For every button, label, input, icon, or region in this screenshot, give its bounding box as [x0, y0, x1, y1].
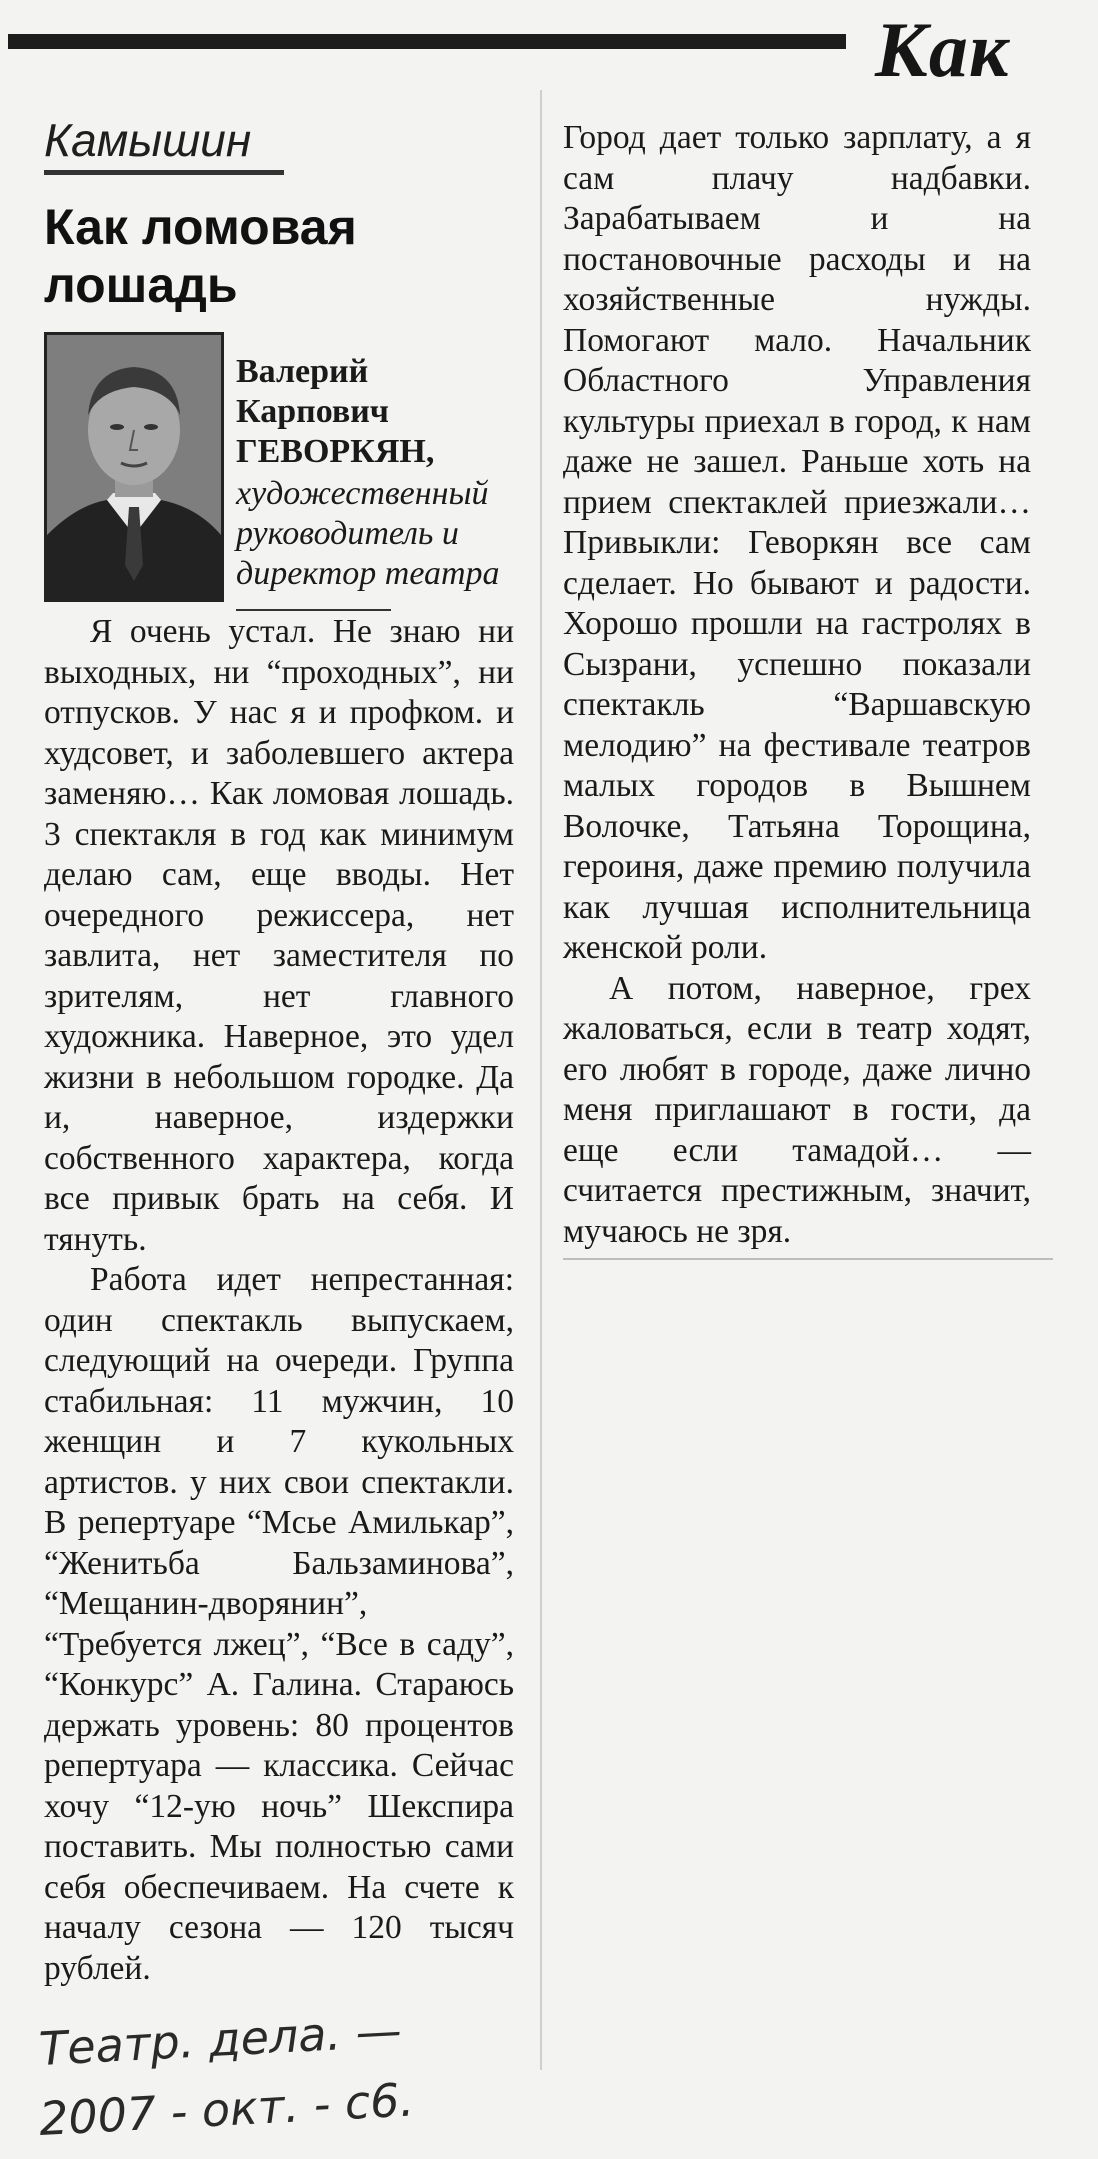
article-headline: Как ломовая лошадь: [44, 199, 357, 313]
handwritten-note-line1: Театр. дела. —: [37, 2010, 403, 2076]
author-photo: [44, 332, 224, 602]
portrait-photo-icon: [47, 335, 221, 599]
author-byline: [236, 352, 516, 594]
section-header-word: Как: [875, 6, 1010, 93]
paragraph: Город дает только зарплату, а я сам плачу надбавки. Зарабатываем и на постановочные расходы и на хозяйственные нужды. Помогают мало. Начальник Областного Управления культуры приехал в город, к нам даже не зашел. Раньше хоть на прием спектаклей приезжали… Привыкли: Геворкян все сам сделает. Но бывают и радости. Хорошо прошли на гастролях в Сызрани, успешно показали спектакль “Варшавскую мелодию” на фестивале театров малых городов в Вышнем Волочке, Татьяна Торощина, героиня, даже премию получила как лучшая исполнительница женской роли.: [563, 119, 1031, 966]
article-column-left: [44, 612, 514, 1989]
author-name: Валерий Карпович ГЕВОРКЯН,: [236, 353, 435, 470]
column-divider: [540, 90, 542, 2070]
handwritten-note: [30, 2010, 550, 2150]
paragraph: Работа идет непрестанная: один спектакль выпускаем, следующий на очереди. Группа стабильная: 11 мужчин, 10 женщин и 7 кукольных артистов. у них свои спектакли. В репертуаре “Мсье Амилькар”, “Женитьба Бальзаминова”, “Мещанин-дворянин”, “Требуется лжец”, “Все в саду”, “Конкурс” А. Галина. Стараюсь держать уровень: 80 процентов репертуара — классика. Сейчас хочу “12-ую ночь” Шекспира поставить. Мы полностью сами себя обеспечиваем. На счете к началу сезона — 120 тысяч рублей.: [44, 1261, 514, 1987]
article-column-right: [563, 118, 1031, 1252]
byline-rule: [236, 609, 391, 611]
handwritten-note-line2: 2007 - окт. - с6.: [37, 2072, 416, 2146]
paragraph: Я очень устал. Не знаю ни выходных, ни “проходных”, ни отпусков. У нас я и профком. и худсовет, и заболевшего актера заменяю… Как ломовая лошадь. 3 спектакля в год как минимум делаю сам, еще вводы. Нет очередного режиссера, нет завлита, нет заместителя по зрителям, нет главного художника. Наверное, это удел жизни в небольшом городке. Да и, наверное, издержки собственного характера, когда все привык брать на себя. И тянуть.: [44, 613, 514, 1258]
paragraph: А потом, наверное, грех жаловаться, если в театр ходят, его любят в городе, даже лично меня приглашают в гости, да еще если тамадой… — считается престижным, значит, мучаюсь не зря.: [563, 969, 1031, 1250]
author-role: художественный руководитель и директор театра: [236, 475, 500, 592]
rubric-city: Камышин: [44, 114, 252, 166]
article-end-rule: [563, 1258, 1053, 1260]
rubric-underline: [44, 170, 284, 175]
header-rule: [8, 34, 846, 49]
